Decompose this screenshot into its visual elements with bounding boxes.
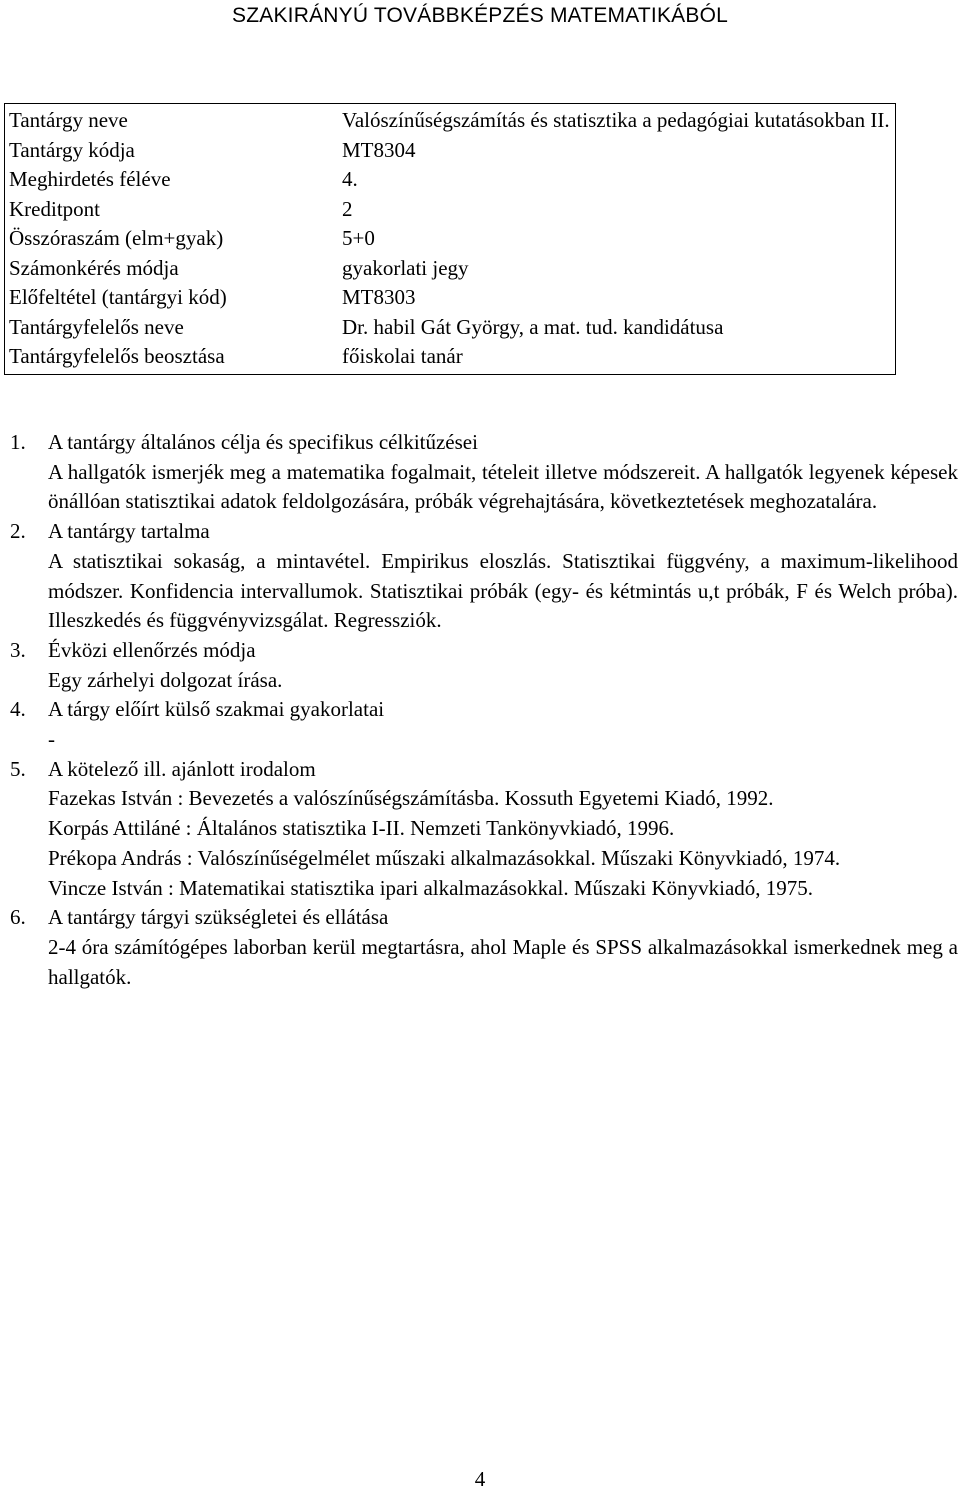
section-heading [10,636,958,666]
section-text: - [48,727,55,752]
section-title: Évközi ellenőrzés módja [48,637,256,662]
section-title: A kötelező ill. ajánlott irodalom [48,756,316,781]
table-row [5,165,896,195]
section-text: A statisztikai sokaság, a mintavétel. Empirikus eloszlás. Statisztikai függvény, a maximum-likelihood módszer. Konfidencia intervallumok. Statisztikai próbák (egy- és kétmintás u,t próbák, F és Welch próba). Illeszkedés és függvényvizsgálat. Regressziók. [48,548,958,633]
section-heading [10,755,958,785]
reference-item: Fazekas István : Bevezetés a valószínűségszámításba. Kossuth Egyetemi Kiadó, 1992. [48,786,774,811]
section-content [10,517,958,636]
section-title: A tantárgy tartalma [48,519,210,544]
reference-item: Prékopa András : Valószínűségelmélet műszaki alkalmazásokkal. Műszaki Könyvkiadó, 1974. [48,845,841,870]
reference-item: Korpás Attiláné : Általános statisztika I-II. Nemzeti Tankönyvkiadó, 1996. [48,816,675,841]
section-heading [10,903,958,933]
table-row [5,283,896,313]
row-label: Kreditpont [9,196,100,221]
table-row [5,195,896,225]
section-title: A tantárgy általános célja és specifikus célkitűzései [48,430,478,454]
section-title: A tantárgy tárgyi szükségletei és ellátása [48,905,389,930]
row-label: Előfeltétel (tantárgyi kód) [9,285,227,309]
row-label: Tantárgyfelelős neve [9,314,184,339]
table-row [5,254,896,284]
section-number: 3. [10,637,26,662]
section-assessment [10,636,958,695]
table-row [5,104,896,136]
section-text: A hallgatók ismerjék meg a matematika fogalmait, tételeit illetve módszereit. A hallgatók legyenek képesek önállóan statisztikai adatok feldolgozására, próbák végrehajtására, következtetések meghozatalára. [48,459,958,514]
section-practice [10,695,958,754]
row-value: MT8303 [342,285,416,309]
row-label: Tantárgyfelelős beosztása [9,344,225,368]
table-row [5,136,896,166]
course-info-table [4,103,896,375]
section-literature [10,755,958,904]
page-number: 4 [474,1467,486,1491]
section-goals [10,428,958,517]
section-heading [10,517,958,547]
row-value: Dr. habil Gát György, a mat. tud. kandidátusa [342,314,724,339]
table-row [5,313,896,343]
table-row [5,342,896,374]
section-heading [10,695,958,725]
row-value: MT8304 [342,137,416,162]
course-description [10,428,958,992]
section-number: 2. [10,519,26,544]
section-number: 6. [10,905,26,930]
document-header: SZAKIRÁNYÚ TOVÁBBKÉPZÉS MATEMATIKÁBÓL [232,4,728,27]
row-value: 2 [342,196,353,221]
row-value: 4. [342,167,358,191]
section-title: A tárgy előírt külső szakmai gyakorlatai [48,697,385,722]
section-text: Egy zárhelyi dolgozat írása. [48,667,283,692]
row-value: gyakorlati jegy [342,255,469,280]
section-number: 1. [10,430,26,454]
section-text: 2-4 óra számítógépes laborban kerül megtartásra, ahol Maple és SPSS alkalmazásokkal ismerkednek meg a hallgatók. [48,934,958,989]
section-heading [10,428,958,458]
section-number: 4. [10,697,26,722]
row-label: Tantárgy kódja [9,137,135,162]
section-number: 5. [10,756,26,781]
table-row [5,224,896,254]
row-label: Tantárgy neve [9,108,128,132]
row-value: főiskolai tanár [342,344,463,368]
row-value: 5+0 [342,226,375,250]
reference-item: Vincze István : Matematikai statisztika ipari alkalmazásokkal. Műszaki Könyvkiadó, 1975. [48,875,814,900]
section-equipment [10,903,958,992]
row-label: Összóraszám (elm+gyak) [9,226,224,250]
row-label: Számonkérés módja [9,255,179,280]
row-label: Meghirdetés féléve [9,167,171,191]
row-value: Valószínűségszámítás és statisztika a pedagógiai kutatásokban II. [342,108,890,132]
